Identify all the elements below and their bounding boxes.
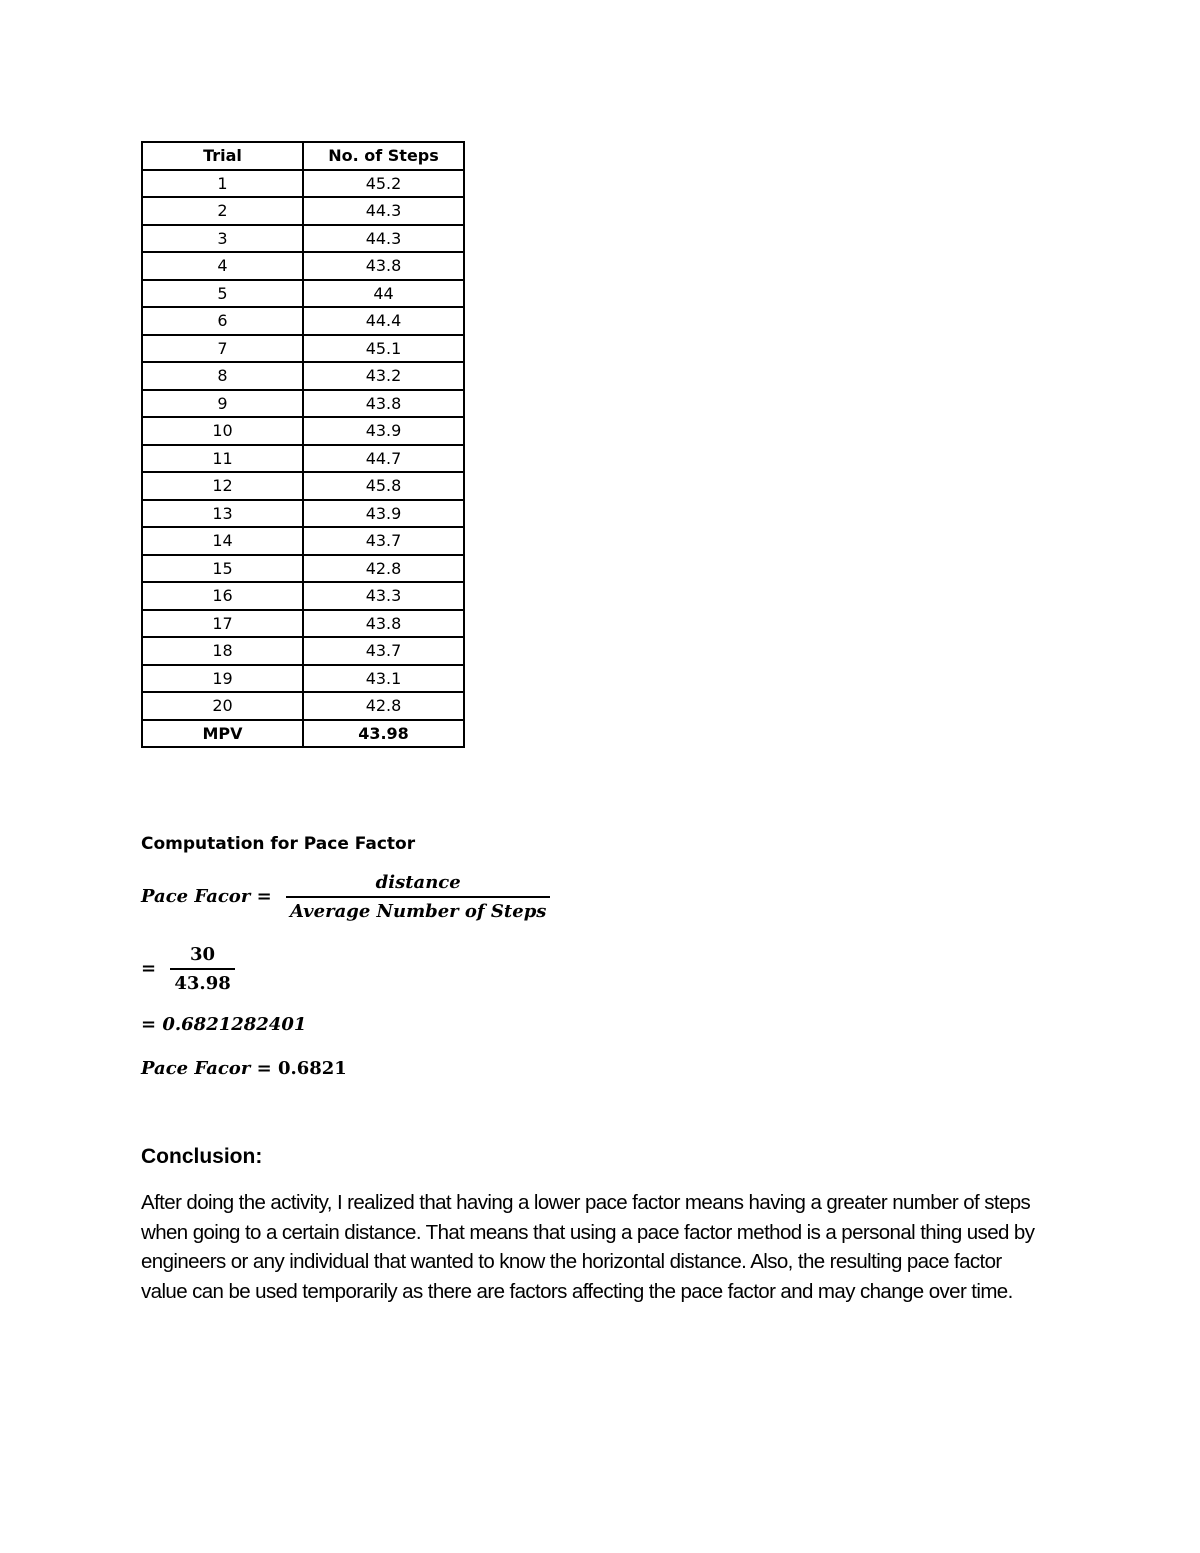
table-row: [142, 445, 464, 473]
trial-cell: 16: [142, 582, 303, 610]
trial-cell: 2: [142, 197, 303, 225]
steps-cell: 43.8: [303, 610, 464, 638]
conclusion-paragraph: After doing the activity, I realized that having a lower pace factor means having a greater number of steps when going to a certain distance. That means that using a pace factor method is a personal thing used by engineers or any individual that wanted to know the horizontal distance. Also, the resulting pace factor value can be used temporarily as there are factors affecting the pace factor and may change over time.: [141, 1191, 1035, 1303]
pace-factor-formula: [141, 872, 550, 922]
table-row: [142, 692, 464, 720]
table-row: [142, 582, 464, 610]
table-row: [142, 417, 464, 445]
total-value: 43.98: [303, 720, 464, 748]
header-steps: No. of Steps: [303, 142, 464, 170]
table-total-row: [142, 720, 464, 748]
table-row: [142, 362, 464, 390]
table-body: [142, 170, 464, 720]
trial-cell: 15: [142, 555, 303, 583]
steps-cell: 44.3: [303, 225, 464, 253]
result-value: 0.6821: [277, 1058, 347, 1079]
trial-cell: 11: [142, 445, 303, 473]
trial-cell: 14: [142, 527, 303, 555]
formula-numerator: distance: [375, 872, 461, 893]
step1-denominator: 43.98: [170, 968, 234, 994]
steps-cell: 45.2: [303, 170, 464, 198]
substitution-step: [141, 944, 235, 994]
steps-table: [141, 141, 465, 748]
trial-cell: 17: [142, 610, 303, 638]
steps-cell: 42.8: [303, 692, 464, 720]
steps-cell: 44.4: [303, 307, 464, 335]
trial-cell: 1: [142, 170, 303, 198]
table-row: [142, 225, 464, 253]
trial-cell: 7: [142, 335, 303, 363]
formula-denominator: Average Number of Steps: [286, 896, 550, 922]
conclusion-title: Conclusion:: [141, 1145, 263, 1168]
trial-cell: 5: [142, 280, 303, 308]
steps-cell: 43.8: [303, 252, 464, 280]
table-row: [142, 390, 464, 418]
computation-heading: Computation for Pace Factor: [141, 834, 416, 854]
steps-cell: 45.1: [303, 335, 464, 363]
steps-cell: 43.7: [303, 527, 464, 555]
steps-cell: 44.7: [303, 445, 464, 473]
table-row: [142, 280, 464, 308]
formula-fraction: [286, 872, 550, 922]
total-label: MPV: [142, 720, 303, 748]
trial-cell: 19: [142, 665, 303, 693]
steps-cell: 44.3: [303, 197, 464, 225]
table-row: [142, 472, 464, 500]
trial-cell: 8: [142, 362, 303, 390]
trial-cell: 6: [142, 307, 303, 335]
steps-cell: 43.9: [303, 500, 464, 528]
formula-lhs: Pace Facor =: [141, 886, 272, 907]
steps-cell: 43.8: [303, 390, 464, 418]
table-row: [142, 170, 464, 198]
table-row: [142, 252, 464, 280]
steps-cell: 43.7: [303, 637, 464, 665]
division-result: = 0.6821282401: [141, 1014, 307, 1035]
trial-cell: 10: [142, 417, 303, 445]
table-row: [142, 500, 464, 528]
table-row: [142, 197, 464, 225]
step1-numerator: 30: [190, 944, 216, 965]
trial-cell: 13: [142, 500, 303, 528]
table-row: [142, 527, 464, 555]
table-row: [142, 555, 464, 583]
steps-cell: 43.2: [303, 362, 464, 390]
steps-cell: 45.8: [303, 472, 464, 500]
table-row: [142, 637, 464, 665]
table-header-row: [142, 142, 464, 170]
trial-cell: 18: [142, 637, 303, 665]
final-result: [141, 1058, 347, 1079]
trial-cell: 9: [142, 390, 303, 418]
steps-cell: 43.9: [303, 417, 464, 445]
table-row: [142, 335, 464, 363]
trial-cell: 12: [142, 472, 303, 500]
step1-equals: =: [141, 958, 157, 979]
header-trial: Trial: [142, 142, 303, 170]
table-row: [142, 307, 464, 335]
steps-cell: 43.3: [303, 582, 464, 610]
step1-fraction: [170, 944, 234, 994]
steps-cell: 43.1: [303, 665, 464, 693]
trial-cell: 4: [142, 252, 303, 280]
table-row: [142, 665, 464, 693]
table-row: [142, 610, 464, 638]
steps-cell: 42.8: [303, 555, 464, 583]
trial-cell: 3: [142, 225, 303, 253]
steps-cell: 44: [303, 280, 464, 308]
result-lhs: Pace Facor =: [141, 1058, 272, 1079]
trial-cell: 20: [142, 692, 303, 720]
